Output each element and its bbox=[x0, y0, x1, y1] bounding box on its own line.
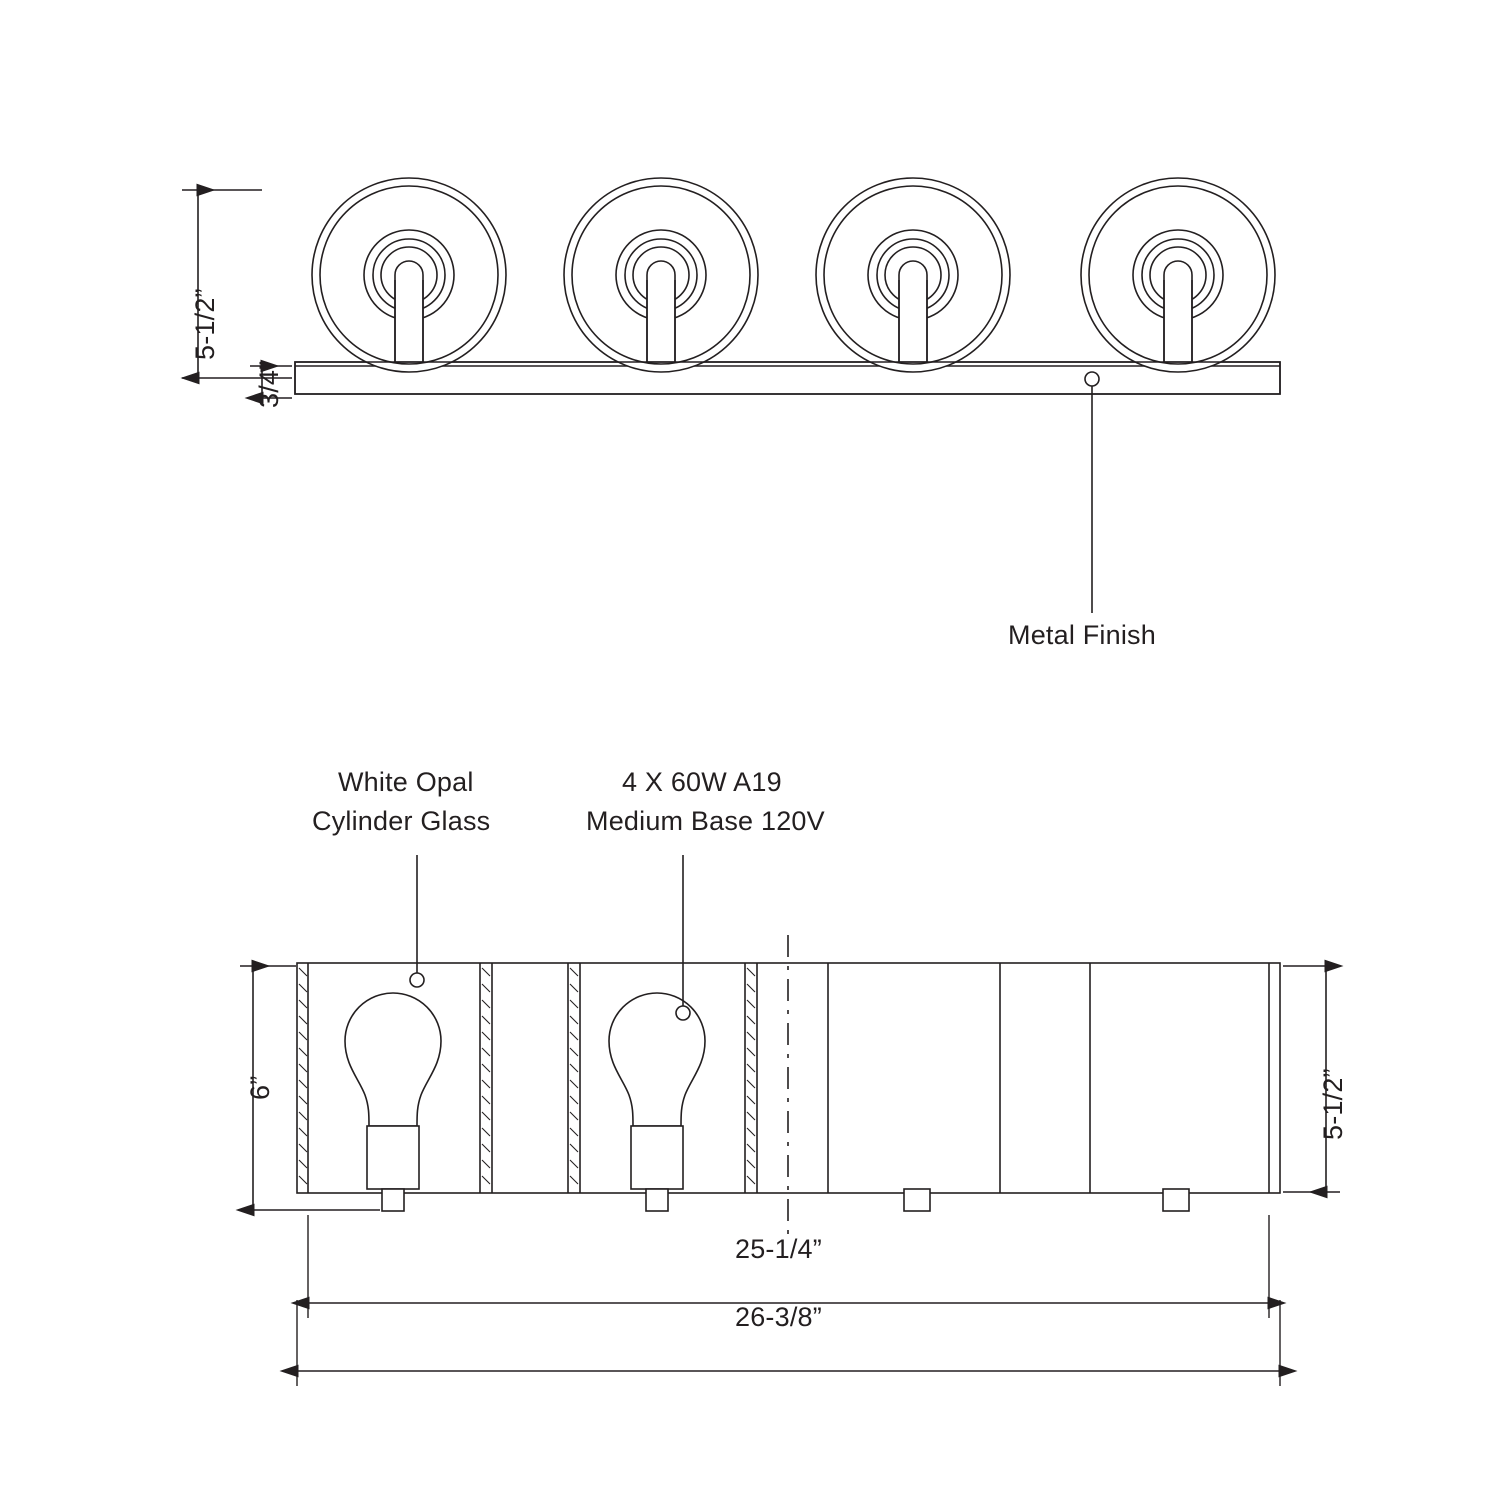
dimension-label-shade-height: 6” bbox=[245, 1075, 275, 1100]
annotation-glass-line1: White Opal bbox=[338, 767, 474, 797]
metal-finish-leader bbox=[1085, 372, 1099, 613]
dimension-label-bar-depth: 3/4” bbox=[254, 360, 284, 408]
annotation-glass-line2: Cylinder Glass bbox=[312, 806, 491, 836]
backplate-3 bbox=[816, 178, 1010, 372]
dimension-label-overall-width: 26-3/8” bbox=[735, 1302, 822, 1332]
backplate-2 bbox=[564, 178, 758, 372]
backplate-4 bbox=[1081, 178, 1275, 372]
mounting-bar bbox=[295, 362, 1280, 394]
side-elevation-view bbox=[182, 178, 1280, 613]
annotation-metal-finish: Metal Finish bbox=[1008, 620, 1156, 650]
dimension-label-shade-span-width: 25-1/4” bbox=[735, 1234, 822, 1264]
annotation-lamping-line2: Medium Base 120V bbox=[586, 806, 825, 836]
annotation-lamping-line1: 4 X 60W A19 bbox=[622, 767, 782, 797]
backplate-1 bbox=[312, 178, 506, 372]
dimension-label-backplate-height: 5-1/2” bbox=[190, 288, 220, 360]
dimension-label-fixture-height: 5-1/2” bbox=[1318, 1068, 1348, 1140]
